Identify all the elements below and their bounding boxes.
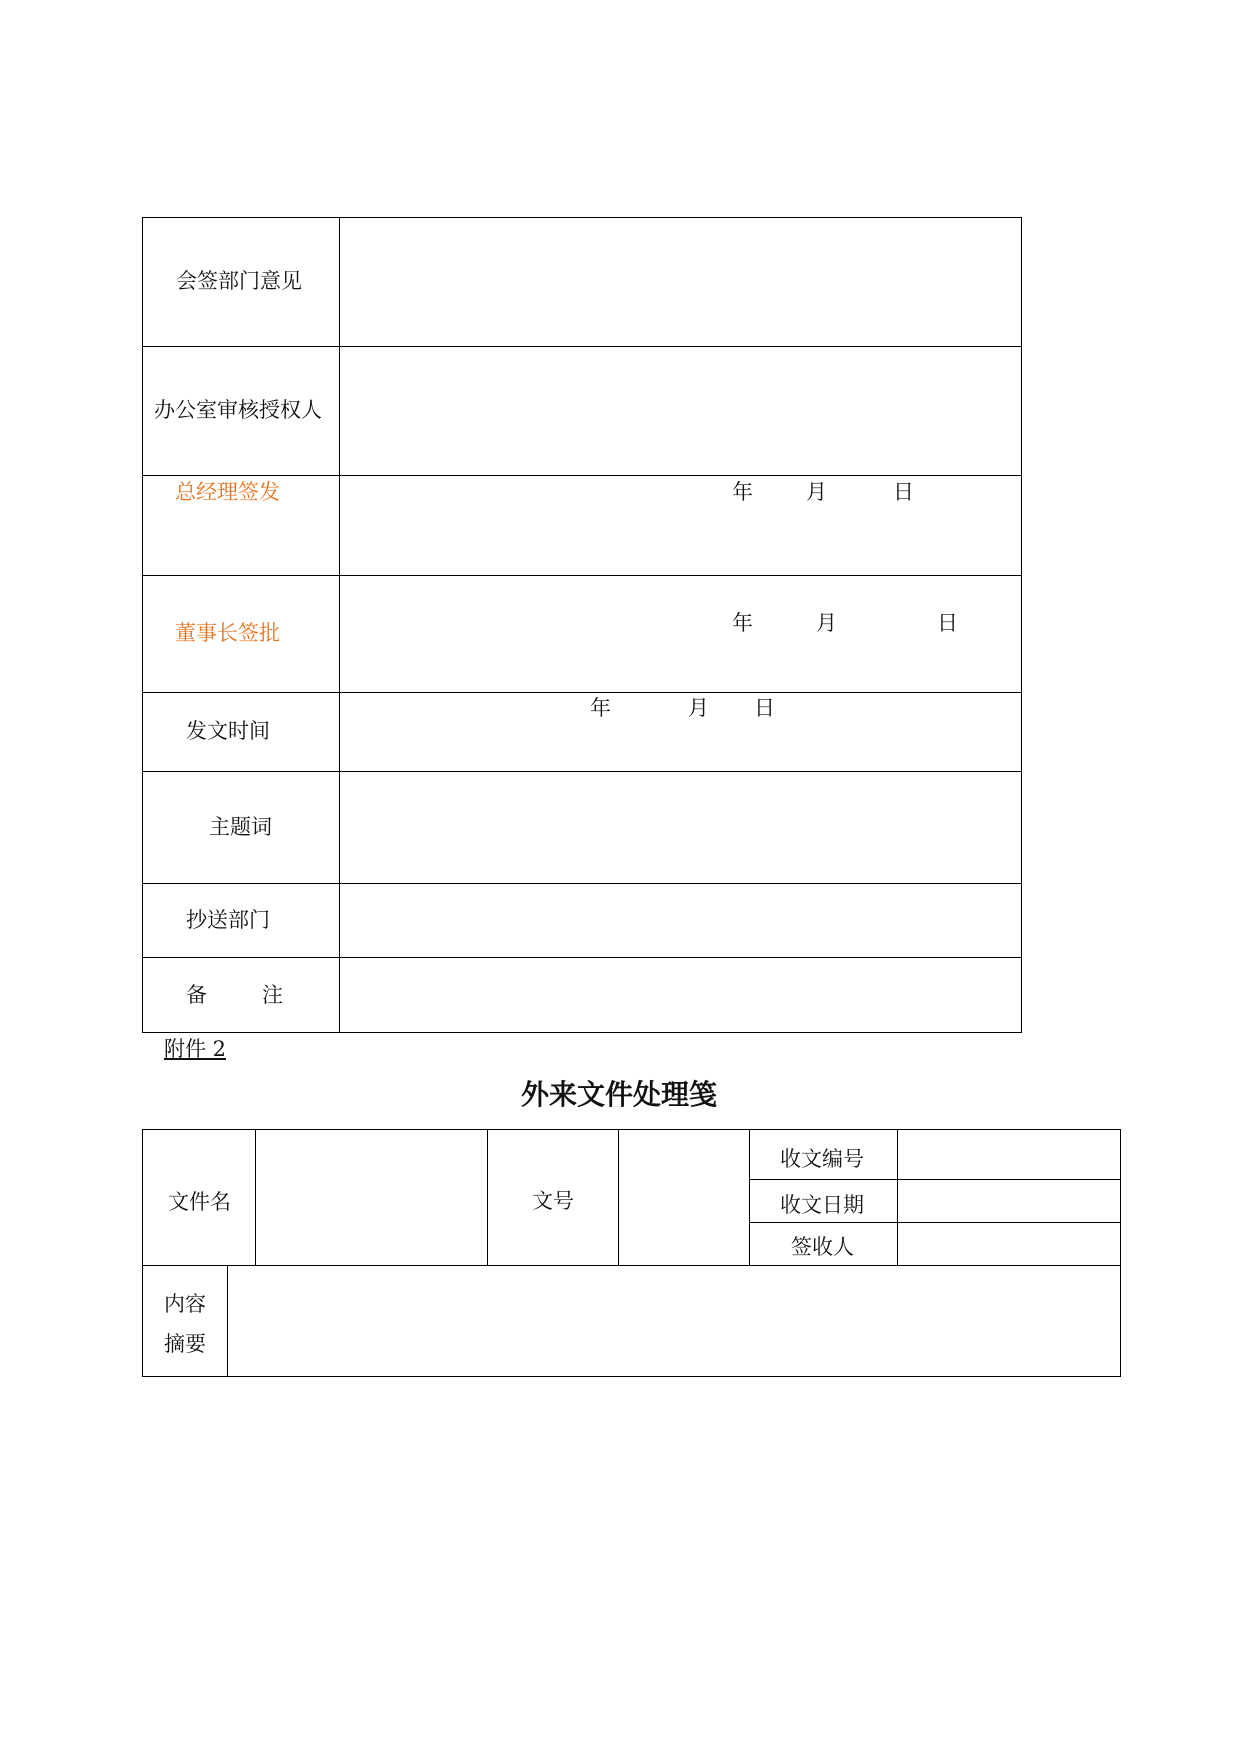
file-name-label: 文件名	[168, 1190, 231, 1214]
signer-field[interactable]	[899, 1224, 1119, 1264]
column-divider	[618, 1129, 619, 1265]
row-divider	[142, 771, 1022, 772]
incoming-form-title: 外来文件处理笺	[521, 1078, 718, 1111]
cc-departments-field[interactable]	[341, 885, 1020, 956]
row-divider	[142, 346, 1022, 347]
chairman-approval-label: 董事长签批	[175, 621, 280, 645]
cc-departments-label: 抄送部门	[186, 908, 270, 932]
office-review-label: 办公室审核授权人	[154, 398, 322, 422]
office-review-field[interactable]	[341, 348, 1020, 474]
date-day-label: 日	[893, 480, 914, 504]
date-year-label: 年	[732, 611, 753, 635]
remarks-label-part2: 注	[262, 983, 283, 1007]
row-divider	[142, 1265, 1121, 1266]
row-divider	[749, 1222, 1121, 1223]
date-day-label: 日	[937, 611, 958, 635]
receipt-number-field[interactable]	[899, 1131, 1119, 1178]
date-day-label: 日	[754, 696, 775, 720]
receipt-date-field[interactable]	[899, 1181, 1119, 1221]
general-manager-sign-field[interactable]	[341, 477, 1020, 574]
general-manager-sign-label: 总经理签发	[175, 480, 280, 504]
doc-number-label: 文号	[532, 1189, 574, 1213]
receipt-date-label: 收文日期	[780, 1193, 864, 1217]
file-name-field[interactable]	[257, 1131, 486, 1264]
row-divider	[142, 575, 1022, 576]
date-month-label: 月	[688, 696, 709, 720]
row-divider	[142, 957, 1022, 958]
remarks-field[interactable]	[341, 959, 1020, 1031]
column-divider	[487, 1129, 488, 1265]
subject-keywords-label: 主题词	[209, 815, 272, 839]
attachment-label: 附件 2	[164, 1037, 227, 1061]
issue-time-label: 发文时间	[186, 719, 270, 743]
countersign-dept-label: 会签部门意见	[176, 269, 302, 293]
date-month-label: 月	[806, 480, 827, 504]
date-month-label: 月	[816, 611, 837, 635]
row-divider	[142, 475, 1022, 476]
row-divider	[142, 692, 1022, 693]
column-divider	[255, 1129, 256, 1265]
subject-keywords-field[interactable]	[341, 773, 1020, 882]
chairman-approval-field[interactable]	[341, 577, 1020, 691]
issue-time-field[interactable]	[341, 694, 1020, 770]
signer-label: 签收人	[791, 1235, 854, 1259]
countersign-dept-field[interactable]	[341, 219, 1020, 345]
date-year-label: 年	[732, 480, 753, 504]
receipt-number-label: 收文编号	[780, 1147, 864, 1171]
date-year-label: 年	[590, 696, 611, 720]
doc-number-field[interactable]	[620, 1131, 748, 1264]
label-column-divider	[339, 217, 340, 1033]
row-divider	[142, 883, 1022, 884]
summary-label-line2: 摘要	[164, 1332, 206, 1356]
column-divider	[749, 1129, 750, 1265]
content-summary-field[interactable]	[229, 1267, 1119, 1375]
remarks-label-part1: 备	[186, 983, 207, 1007]
summary-label-line1: 内容	[164, 1292, 206, 1316]
row-divider	[749, 1179, 1121, 1180]
column-divider	[897, 1129, 898, 1265]
column-divider	[227, 1265, 228, 1377]
